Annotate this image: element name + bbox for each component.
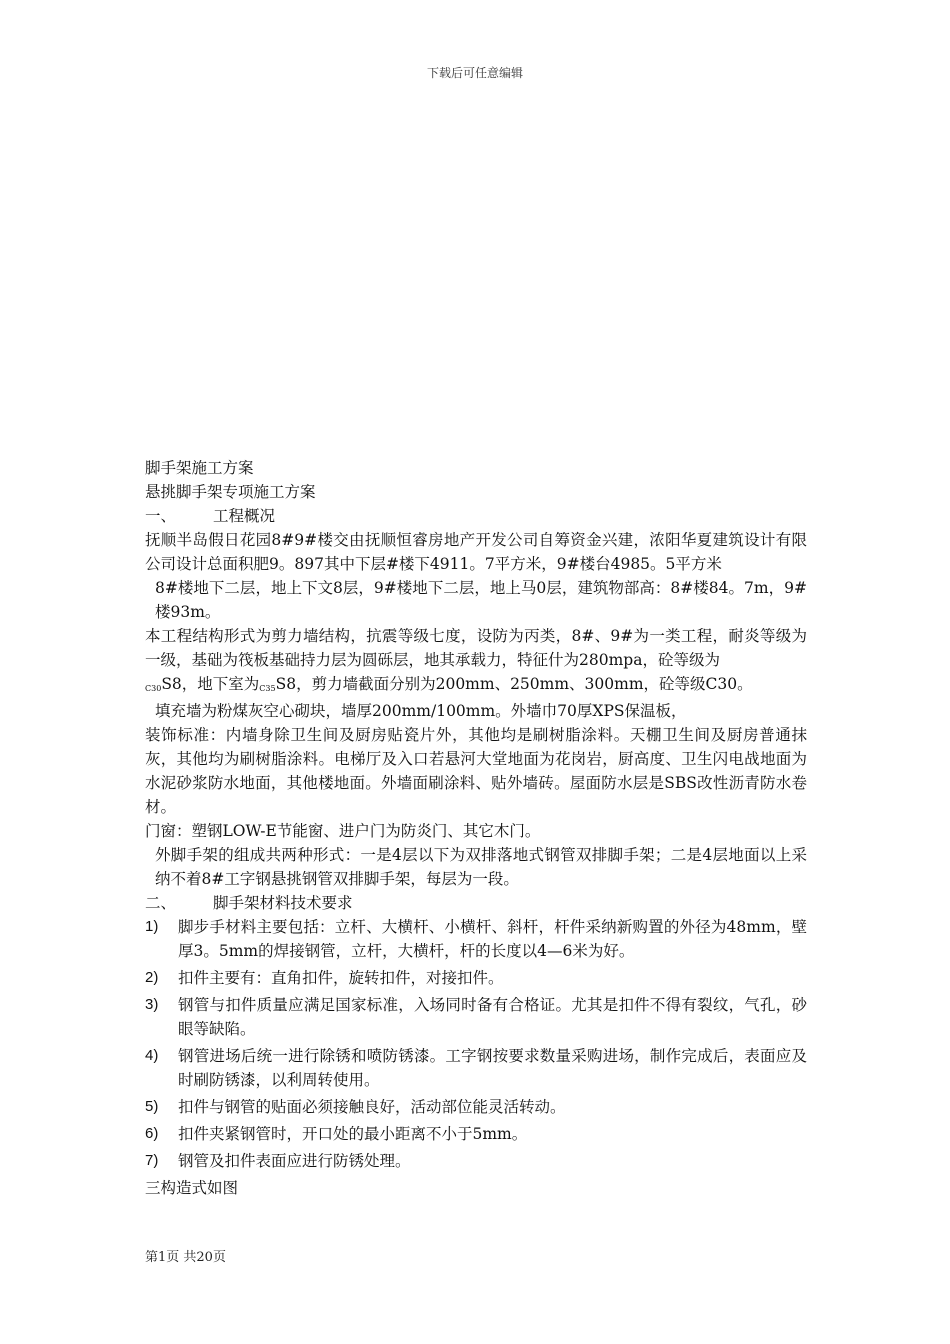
concrete-grade-sub: C35 bbox=[259, 684, 276, 693]
paragraph-structure bbox=[145, 624, 807, 699]
doc-title: 脚手架施工方案 bbox=[145, 459, 254, 477]
list-item bbox=[145, 1044, 807, 1092]
paragraph-infill: 填充墙为粉煤灰空心砌块，墙厚200mm/100mm。外墙巾70厚XPS保温板， bbox=[155, 702, 687, 720]
list-text: 扣件夹紧钢管时，开口处的最小距离不小于5mm。 bbox=[178, 1125, 528, 1143]
concrete-grade-sub: C30 bbox=[145, 684, 162, 693]
section-title: 工程概况 bbox=[213, 507, 276, 525]
list-text: 脚步手材料主要包括：立杆、大横杆、小横杆、斜杆，杆件采纳新购置的外径为48mm，壁厚3。5mm的焊接钢管，立杆，大横杆，杆的长度以4—6米为好。 bbox=[178, 918, 807, 960]
section-heading-2 bbox=[145, 891, 807, 915]
list-index: 3) bbox=[145, 996, 159, 1013]
structure-text-c: S8，剪力墙截面分别为200mm、250mm、300mm，砼等级C30。 bbox=[275, 675, 753, 693]
structure-text-a: 本工程结构形式为剪力墙结构，抗震等级七度，设防为丙类，8#、9#为一类工程，耐炎等级为一级，基础为筏板基础持力层为圆砾层，地其承载力，特征什为280mpa，砼等级为 bbox=[145, 627, 807, 669]
requirements-list bbox=[145, 915, 807, 1173]
list-index: 4) bbox=[145, 1047, 159, 1064]
list-text: 钢管及扣件表面应进行防锈处理。 bbox=[178, 1152, 411, 1170]
section-heading-3: 三构造式如图 bbox=[145, 1179, 239, 1197]
section-number: 一、 bbox=[145, 507, 177, 525]
list-text: 钢管与扣件质量应满足国家标准，入场同时备有合格证。尤其是扣件不得有裂纹，气孔，砂眼等缺陷。 bbox=[178, 996, 807, 1038]
doc-subtitle: 悬挑脚手架专项施工方案 bbox=[145, 483, 316, 501]
section-title: 脚手架材料技术要求 bbox=[213, 894, 353, 912]
paragraph-decoration: 装饰标准：内墙身除卫生间及厨房贴瓷片外，其他均是刷树脂涂料。天棚卫生间及厨房普通抹灰，其他均为刷树脂涂料。电梯厅及入口若悬河大堂地面为花岗岩，厨高度、卫生闪电战地面为水泥砂浆防水地面，其他楼地面。外墙面刷涂料、贴外墙砖。屋面防水层是SBS改性沥青防水卷材。 bbox=[145, 726, 807, 816]
list-item bbox=[145, 1149, 807, 1173]
paragraph-floors: 8#楼地下二层，地上下文8层，9#楼地下二层，地上马0层，建筑物部高：8#楼84。7m，9#楼93m。 bbox=[155, 579, 807, 621]
list-index: 5) bbox=[145, 1098, 159, 1115]
list-item bbox=[145, 966, 807, 990]
list-item bbox=[145, 1122, 807, 1146]
list-text: 扣件主要有：直角扣件，旋转扣件，对接扣件。 bbox=[178, 969, 504, 987]
list-item bbox=[145, 993, 807, 1041]
list-index: 6) bbox=[145, 1125, 159, 1142]
paragraph-scaffold-forms: 外脚手架的组成共两种形式：一是4层以下为双排落地式钢管双排脚手架；二是4层地面以上采纳不着8#工字钢悬挑钢管双排脚手架，每层为一段。 bbox=[155, 846, 807, 888]
list-text: 钢管进场后统一进行除锈和喷防锈漆。工字钢按要求数量采购进场，制作完成后，表面应及时刷防锈漆，以利周转使用。 bbox=[178, 1047, 807, 1089]
list-index: 2) bbox=[145, 969, 159, 986]
section-heading-1 bbox=[145, 504, 807, 528]
section-number: 二、 bbox=[145, 894, 177, 912]
paragraph-windows: 门窗：塑钢LOW-E节能窗、进户门为防炎门、其它木门。 bbox=[145, 822, 541, 840]
header-note: 下载后可任意编辑 bbox=[426, 66, 523, 80]
page-number: 第1页 共20页 bbox=[145, 1250, 226, 1265]
structure-text-b: S8，地下室为 bbox=[161, 675, 260, 693]
list-item bbox=[145, 915, 807, 963]
list-item bbox=[145, 1095, 807, 1119]
list-index: 1) bbox=[145, 918, 159, 935]
paragraph-overview: 抚顺半岛假日花园8#9#楼交由抚顺恒睿房地产开发公司自筹资金兴建，浓阳华夏建筑设计有限公司设计总面积肥9。897其中下层#楼下4911。7平方米，9#楼台4985。5平方米 bbox=[145, 531, 807, 573]
list-text: 扣件与钢管的贴面必须接触良好，活动部位能灵活转动。 bbox=[178, 1098, 566, 1116]
document-body bbox=[145, 456, 807, 1200]
list-index: 7) bbox=[145, 1152, 159, 1169]
